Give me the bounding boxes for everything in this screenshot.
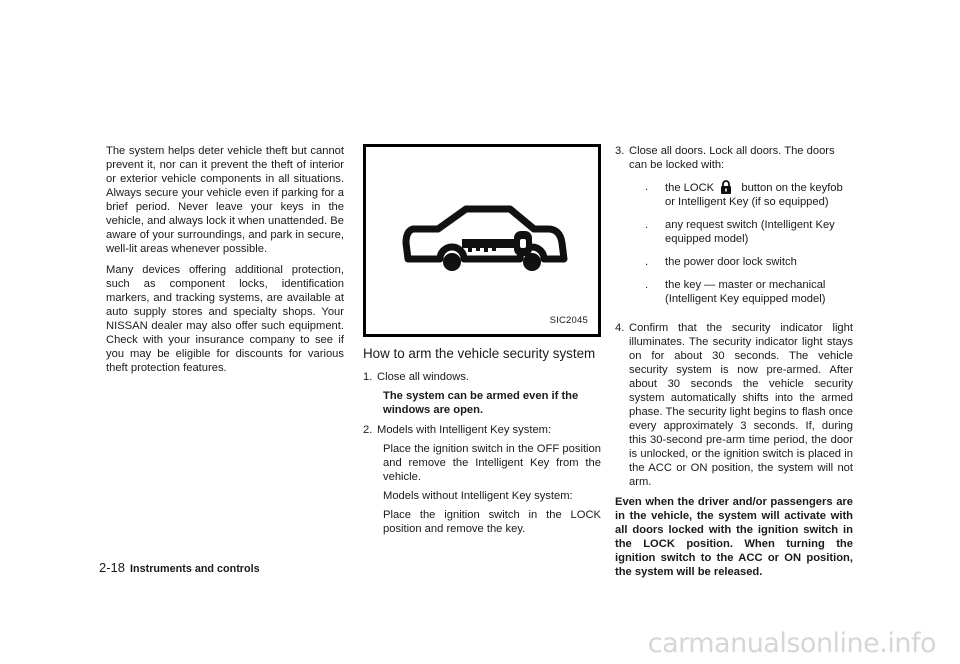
step-text: Close all windows. xyxy=(377,371,470,383)
step-text: Confirm that the security indicator light illuminates. The security indicator light stays on for about 30 seconds. The vehicle security system is now pre-armed. After about 30 seconds the vehicle security system automatically shifts into the armed phase. The security light begins to flash once every approximately 3 seconds. If, during this 30-second pre-arm time period, the door is unlocked, or the ignition switch is placed in the ACC or ON position, the system will not arm. xyxy=(629,322,853,488)
step-number: 2. xyxy=(363,424,373,436)
list-item-text: any request switch (Intelligent Key equipped model) xyxy=(665,219,835,245)
step-note: The system can be armed even if the windows are open. xyxy=(383,390,579,416)
page-footer xyxy=(99,560,260,575)
intro-column xyxy=(106,144,344,382)
figure-code: SIC2045 xyxy=(549,315,588,326)
step-subtext: Place the ignition switch in the LOCK position and remove the key. xyxy=(383,509,601,535)
lock-methods-list xyxy=(645,180,853,306)
list-item-text: the LOCK xyxy=(665,182,715,194)
bullet-mark: . xyxy=(645,181,649,193)
intro-paragraph-2: Many devices offering additional protection, such as component locks, identification markers, and tracking systems, are available at auto supply stores and specialty shops. Your NISSAN dealer may also offer such equipment. Check with your insurance company to see if you may be eligible for discounts for various theft protection features. xyxy=(106,264,344,374)
page-number: 2-18 xyxy=(99,560,126,575)
step-1 xyxy=(363,370,601,417)
bullet-mark: . xyxy=(645,219,649,231)
section-heading: How to arm the vehicle security system xyxy=(363,346,596,361)
list-item-text: the power door lock switch xyxy=(665,256,797,268)
step-3 xyxy=(615,144,853,315)
list-item-text: button on the keyfob or Intelligent Key (if so equipped) xyxy=(665,182,843,208)
steps-column xyxy=(615,144,853,579)
list-item xyxy=(645,218,853,246)
intro-paragraph-1: The system helps deter vehicle theft but cannot prevent it, nor can it prevent the theft of interior or exterior vehicle components in all situations. Always secure your vehicle even if parking for a brief period. Never leave your keys in the vehicle, and always lock it when unattended. Be aware of your surroundings, and park in secure, well-lit areas whenever possible. xyxy=(106,145,344,255)
watermark: carmanualsonline.info xyxy=(647,628,936,659)
bullet-mark: . xyxy=(645,256,649,268)
security-figure xyxy=(363,144,601,337)
step-number: 1. xyxy=(363,371,373,383)
bullet-mark: . xyxy=(645,279,649,291)
list-item-text: the key — master or mechanical (Intelligent Key equipped model) xyxy=(665,279,826,305)
step-text: Close all doors. Lock all doors. The doors can be locked with: xyxy=(629,145,835,171)
step-subtext: Place the ignition switch in the OFF position and remove the Intelligent Key from the vehicle. xyxy=(383,443,601,483)
chapter-title: Instruments and controls xyxy=(130,563,260,575)
padlock-icon xyxy=(720,180,732,194)
step-number: 4. xyxy=(615,322,625,334)
list-item xyxy=(645,180,853,209)
instructions-column xyxy=(363,144,601,542)
step-4 xyxy=(615,321,853,489)
car-with-key-icon xyxy=(366,147,598,334)
step-number: 3. xyxy=(615,145,625,157)
list-item xyxy=(645,255,853,269)
closing-note: Even when the driver and/or passengers are in the vehicle, the system will activate with all doors locked with the ignition switch in the LOCK position. When turning the ignition switch to the ACC or ON position, the system will be released. xyxy=(615,496,853,578)
list-item xyxy=(645,278,853,306)
step-text: Models with Intelligent Key system: xyxy=(377,424,552,436)
step-2 xyxy=(363,423,601,536)
step-subtext: Models without Intelligent Key system: xyxy=(383,490,573,502)
